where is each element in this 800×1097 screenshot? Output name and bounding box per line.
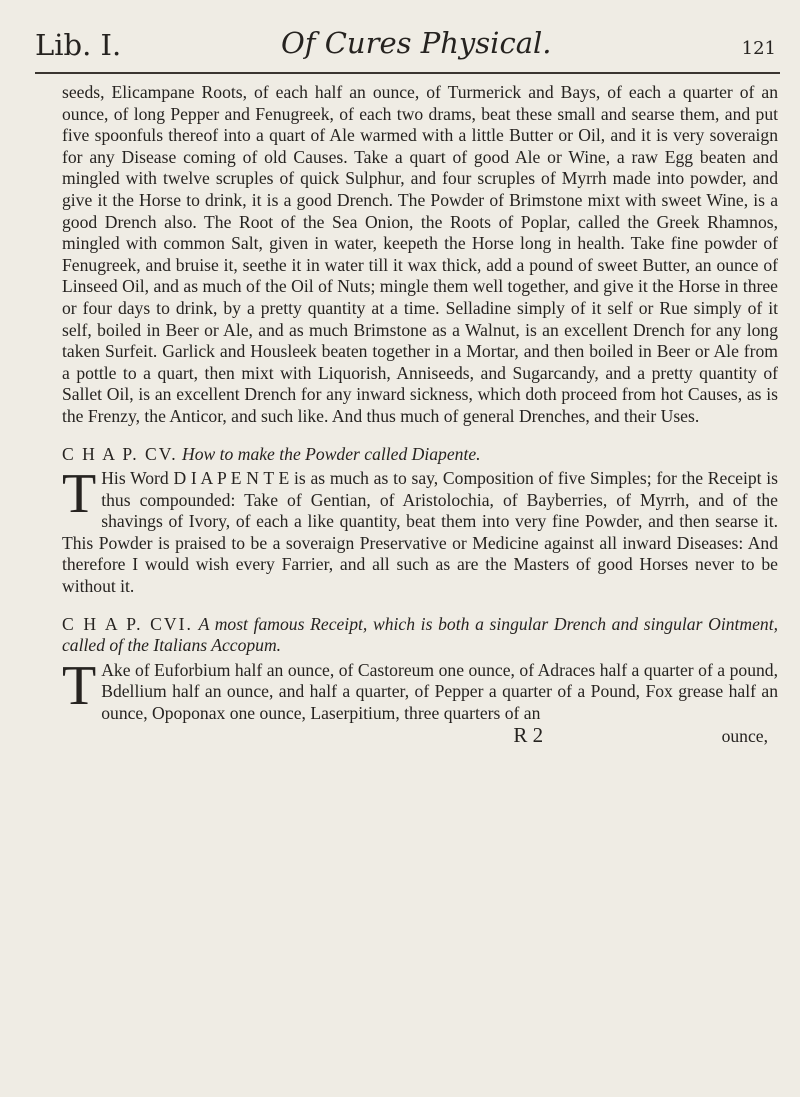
page-number: 121	[741, 38, 776, 59]
running-title: Of Cures Physical.	[281, 26, 552, 60]
continuation-paragraph: seeds, Elicampane Roots, of each half an ounce, of Turmerick and Bays, of each a quarter of an ounce, of long Pepper and Fenugreek, of each two drams, beat these small and searse them, and put five spoonfuls thereof into a quart of Ale warmed with a little Butter or Oil, and it is very soveraign for any Disease coming of old Causes. Take a quart of good Ale or Wine, a raw Egg beaten and mingled with twelve scruples of quick Sulphur, and four scruples of Myrrh made into powder, and give it the Horse to drink, it is a good Drench. The Powder of Brimstone mixt with sweet Wine, is a good Drench also. The Root of the Sea Onion, the Roots of Poplar, called the Greek Rhamnos, mingled with common Salt, given in water, keepeth the Horse long in health. Take fine powder of Fenugreek, and bruise it, seethe it in water till it wax thick, add a pound of sweet Butter, an ounce of Linseed Oil, and as much of the Oil of Nuts; mingle them well together, and give it the Horse in three or four days to drink, by a pretty quantity at a time. Selladine simply of it self or Rue simply of it self, boiled in Beer or Ale, and as much Brimstone as a Walnut, is an excellent Drench for any long taken Surfeit. Garlick and Housleek beaten together in a Mortar, and then boiled in Beer or Ale from a pottle to a quart, then mixt with Liquorish, Anniseeds, and Sugarcandy, and a pretty quantity of Sallet Oil, is an excellent Drench for any inward sickness, which doth proceed from hot Causes, as is the Frenzy, the Anticor, and such like. And thus much of general Drenches, and their Uses.	[62, 82, 778, 426]
page-body	[62, 82, 778, 747]
signature-mark: R 2	[513, 722, 544, 747]
chapter-paragraph	[62, 654, 778, 725]
chapter-number: C H A P. CVI.	[62, 613, 193, 634]
chapter-paragraph	[62, 463, 778, 598]
chapter-text: Ake of Euforbium half an ounce, of Castoreum one ounce, of Adraces half a quarter of a pound, Bdellium half an ounce, and half a quarter, of Pepper a quarter of a Pound, Fox grease half an ounce, Opoponax one ounce, Laserpitium, three quarters of an	[101, 659, 778, 724]
catchword: ounce,	[721, 725, 768, 746]
chapter-title: A most famous Receipt, which is both a singular Drench and singular Ointment, called of the Italians Accopum.	[62, 613, 778, 656]
drop-cap: T	[62, 654, 97, 717]
chapter-number: C H A P. CV.	[62, 443, 178, 464]
book-number: Lib. I.	[35, 28, 122, 62]
chapter-heading-cvi	[62, 614, 778, 657]
chapter-heading-cv	[62, 444, 778, 466]
chapter-text: His Word D I A P E N T E is as much as to say, Composition of five Simples; for the Receipt is thus compounded: Take of Gentian, of Aristolochia, of Bayberries, of Myrrh, and of the shavings of Ivory, of each a like quantity, beat them into very fine Powder, and then searse it. This Powder is praised to be a soveraign Preservative or Medicine against all inward Diseases: And therefore I would wish every Farrier, and all such as are the Masters of good Horses never to be without it.	[62, 468, 778, 597]
chapter-title: How to make the Powder called Diapente.	[182, 443, 481, 464]
page-footer	[62, 722, 778, 748]
drop-cap: T	[62, 463, 97, 526]
running-header	[35, 16, 780, 74]
